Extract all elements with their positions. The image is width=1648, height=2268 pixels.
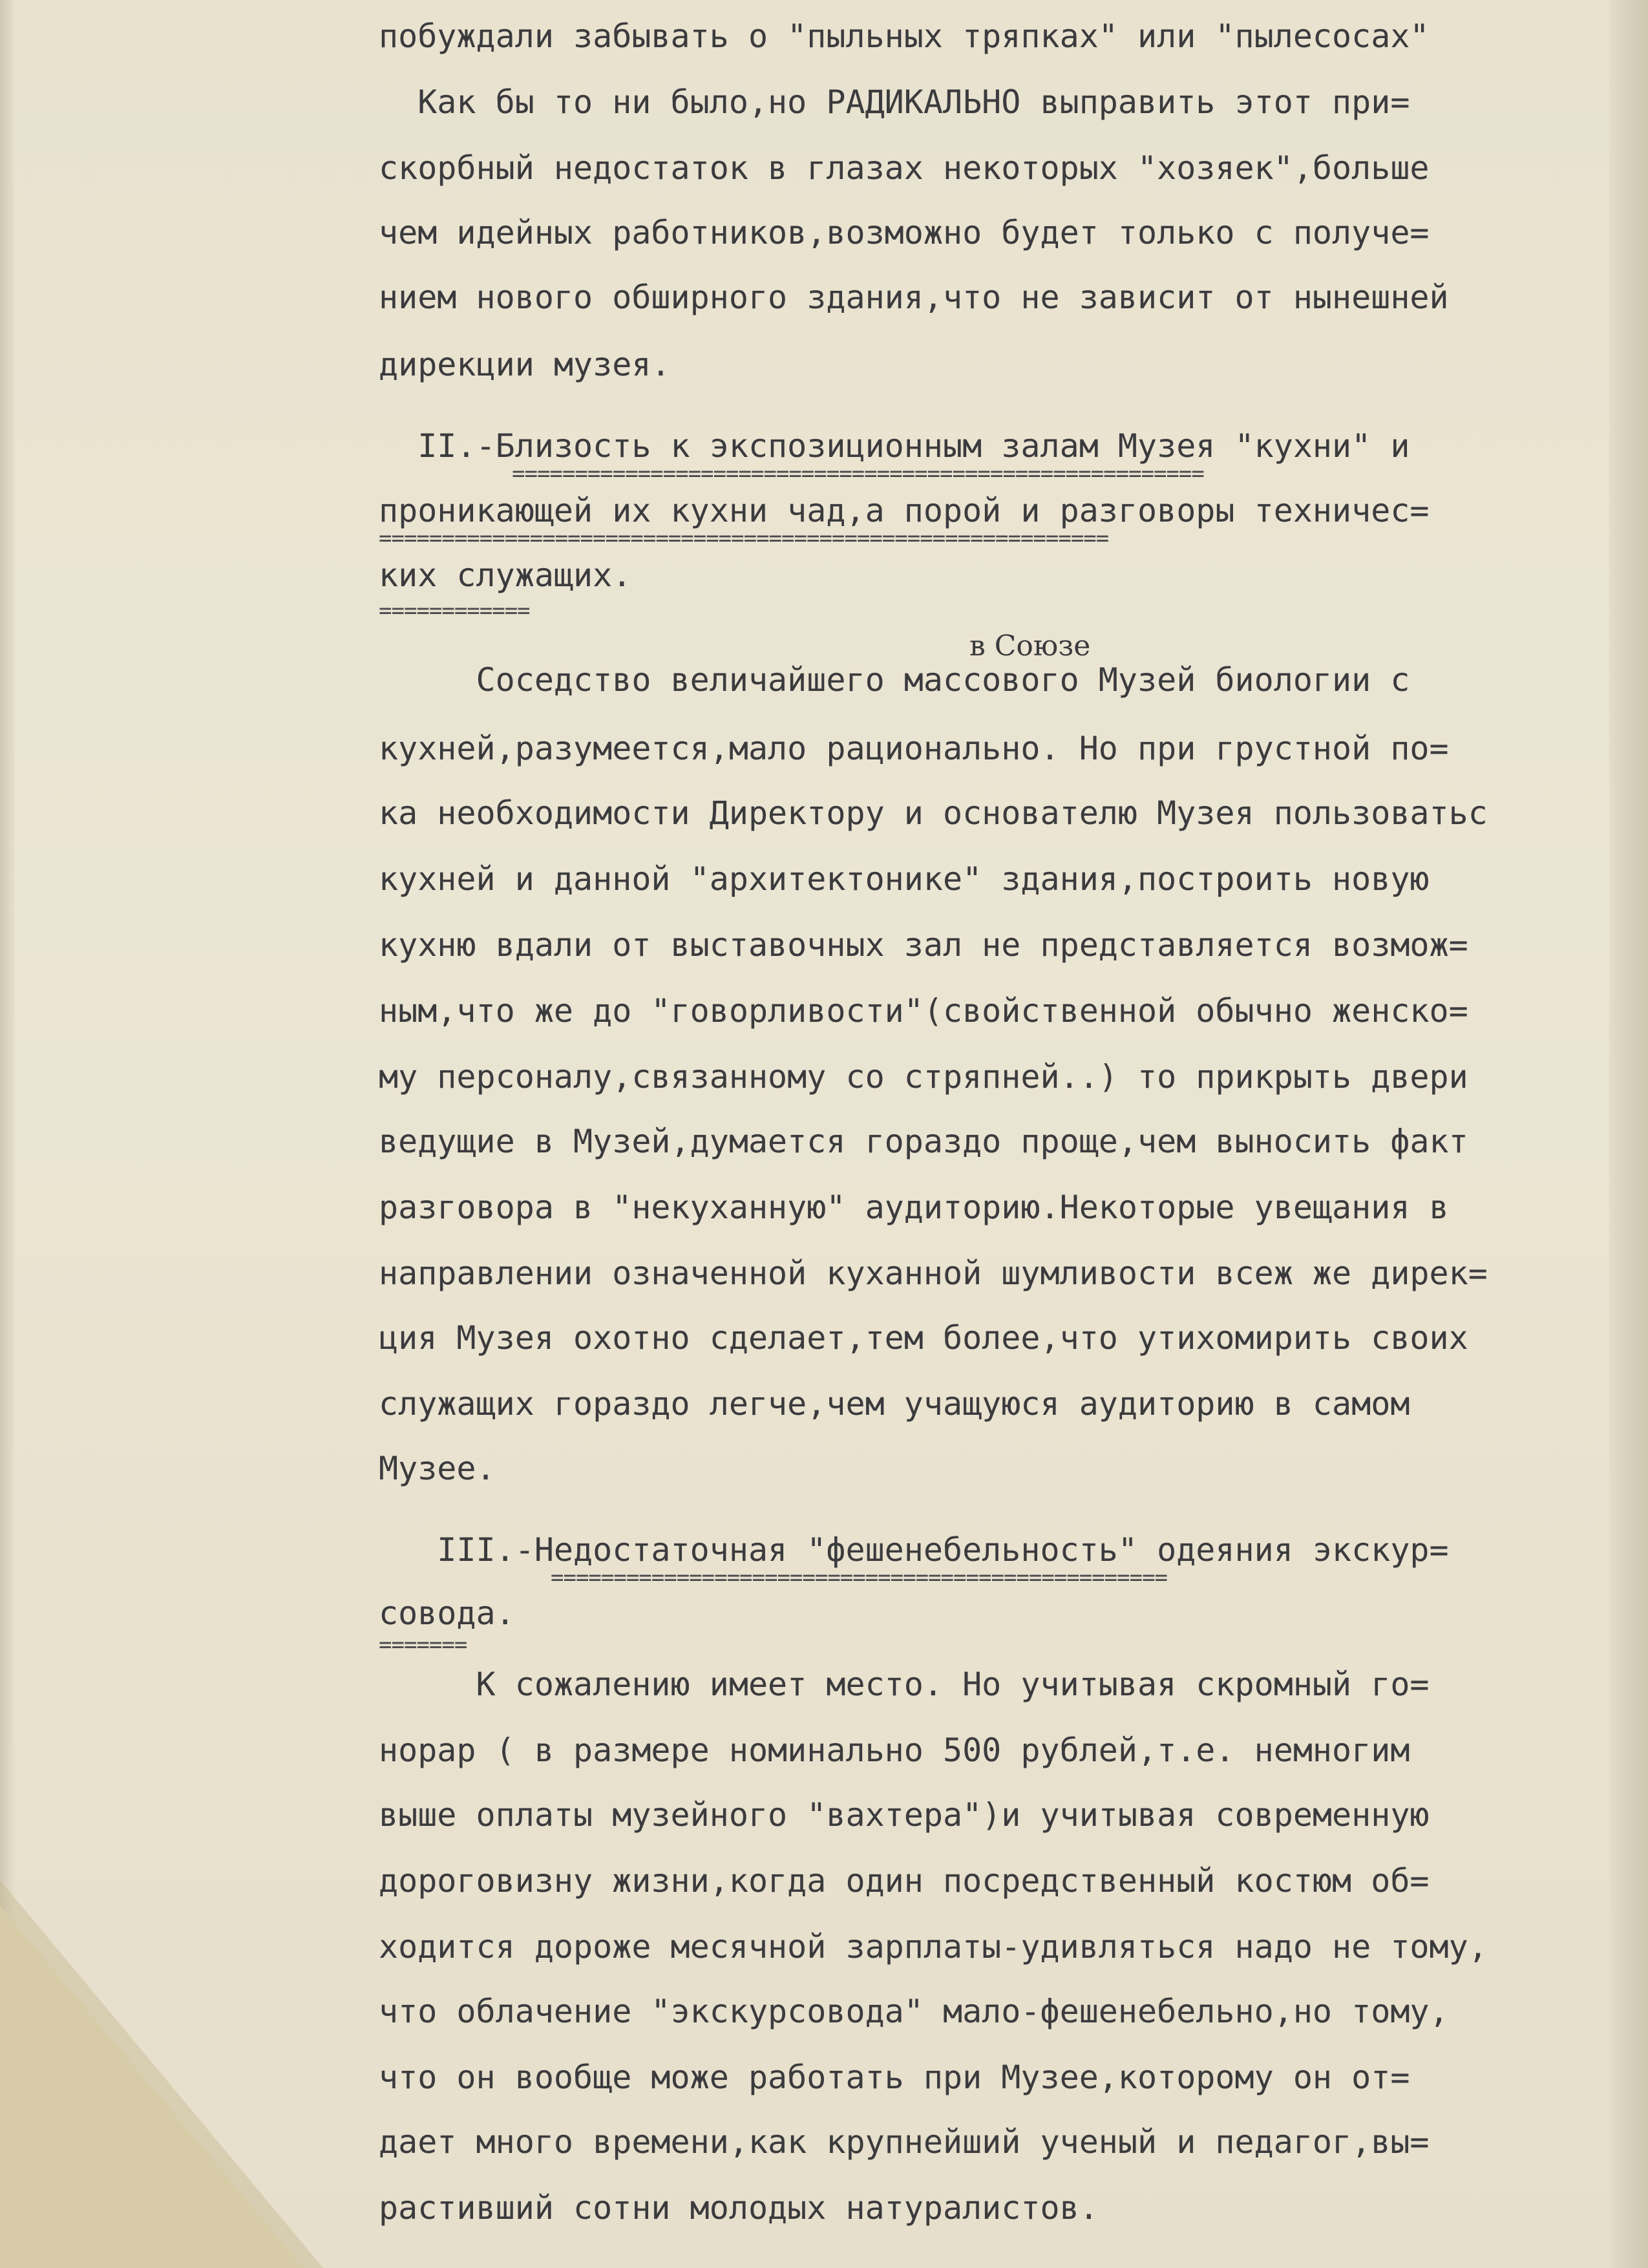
text-line: побуждали забывать о "пыльных тряпках" или "пылесосах" bbox=[379, 17, 1430, 55]
text-line: служащих гораздо легче,чем учащуюся аудиторию в самом bbox=[379, 1385, 1410, 1423]
text-line: кухней,разумеется,мало рационально. Но при грустной по= bbox=[379, 730, 1449, 767]
text-line: ка необходимости Директору и основателю Музея пользоватьс bbox=[379, 794, 1488, 832]
text-line: К сожалению имеет место. Но учитывая скромный го= bbox=[379, 1666, 1430, 1703]
section-heading: совода. bbox=[379, 1595, 515, 1632]
text-line: чем идейных работников,возможно будет только с получе= bbox=[379, 214, 1430, 251]
handwritten-insertion: в Союзе bbox=[969, 630, 1091, 662]
section-heading: проникающей их кухни чад,а порой и разговоры техничес= bbox=[379, 492, 1430, 529]
text-line: норар ( в размере номинально 500 рублей,т.е. немногим bbox=[379, 1732, 1410, 1769]
text-line: кухней и данной "архитектонике" здания,построить новую bbox=[379, 860, 1430, 898]
text-line: что он вообще може работать при Музее,которому он от= bbox=[379, 2059, 1410, 2096]
text-line: направлении означенной куханной шумливости всеж же дирек= bbox=[379, 1255, 1488, 1292]
heading-underline: ======================================================= bbox=[512, 461, 1204, 487]
text-line: кухню вдали от выставочных зал не представляется возмож= bbox=[379, 926, 1468, 964]
text-line: ция Музея охотно сделает,тем более,что утихомирить своих bbox=[379, 1319, 1468, 1357]
text-line: ным,что же до "говорливости"(свойственной обычно женско= bbox=[379, 992, 1468, 1030]
text-line: ведущие в Музей,думается гораздо проще,чем выносить факт bbox=[379, 1123, 1468, 1160]
text-line: растивший сотни молодых натуралистов. bbox=[379, 2189, 1099, 2227]
text-line: Музее. bbox=[379, 1450, 496, 1487]
text-line: Как бы то ни было,но РАДИКАЛЬНО выправить этот при= bbox=[379, 83, 1410, 121]
heading-underline: ================================================= bbox=[551, 1565, 1168, 1591]
text-line: Соседство величайшего массового Музей биологии с bbox=[379, 661, 1410, 699]
text-line: разговора в "некуханную" аудиторию.Некоторые увещания в bbox=[379, 1189, 1449, 1226]
text-line: ходится дороже месячной зарплаты-удивляться надо не тому, bbox=[379, 1928, 1488, 1966]
text-line: нием нового обширного здания,что не зависит от нынешней bbox=[379, 279, 1449, 316]
text-line: му персоналу,связанному со стряпней..) то прикрыть двери bbox=[379, 1058, 1468, 1096]
heading-underline: ============ bbox=[379, 598, 530, 624]
section-heading: II.-Близость к экспозиционным залам Музея "кухни" и bbox=[379, 427, 1410, 465]
heading-underline: ========================================================== bbox=[379, 525, 1109, 551]
section-heading: ких служащих. bbox=[379, 556, 632, 594]
heading-underline: ======= bbox=[379, 1632, 467, 1658]
folded-corner bbox=[0, 1906, 304, 2268]
text-line: дирекции музея. bbox=[379, 346, 671, 383]
text-line: выше оплаты музейного "вахтера")и учитывая современную bbox=[379, 1796, 1430, 1834]
text-line: скорбный недостаток в глазах некоторых "хозяек",больше bbox=[379, 149, 1430, 187]
text-line: дороговизну жизни,когда один посредственный костюм об= bbox=[379, 1862, 1430, 1900]
paper-right-edge bbox=[1609, 0, 1648, 2268]
section-heading: III.-Недостаточная "фешенебельность" одеяния экскур= bbox=[379, 1531, 1449, 1569]
text-line: что облачение "экскурсовода" мало-фешенебельно,но тому, bbox=[379, 1993, 1449, 2030]
text-line: дает много времени,как крупнейший ученый и педагог,вы= bbox=[379, 2123, 1430, 2161]
